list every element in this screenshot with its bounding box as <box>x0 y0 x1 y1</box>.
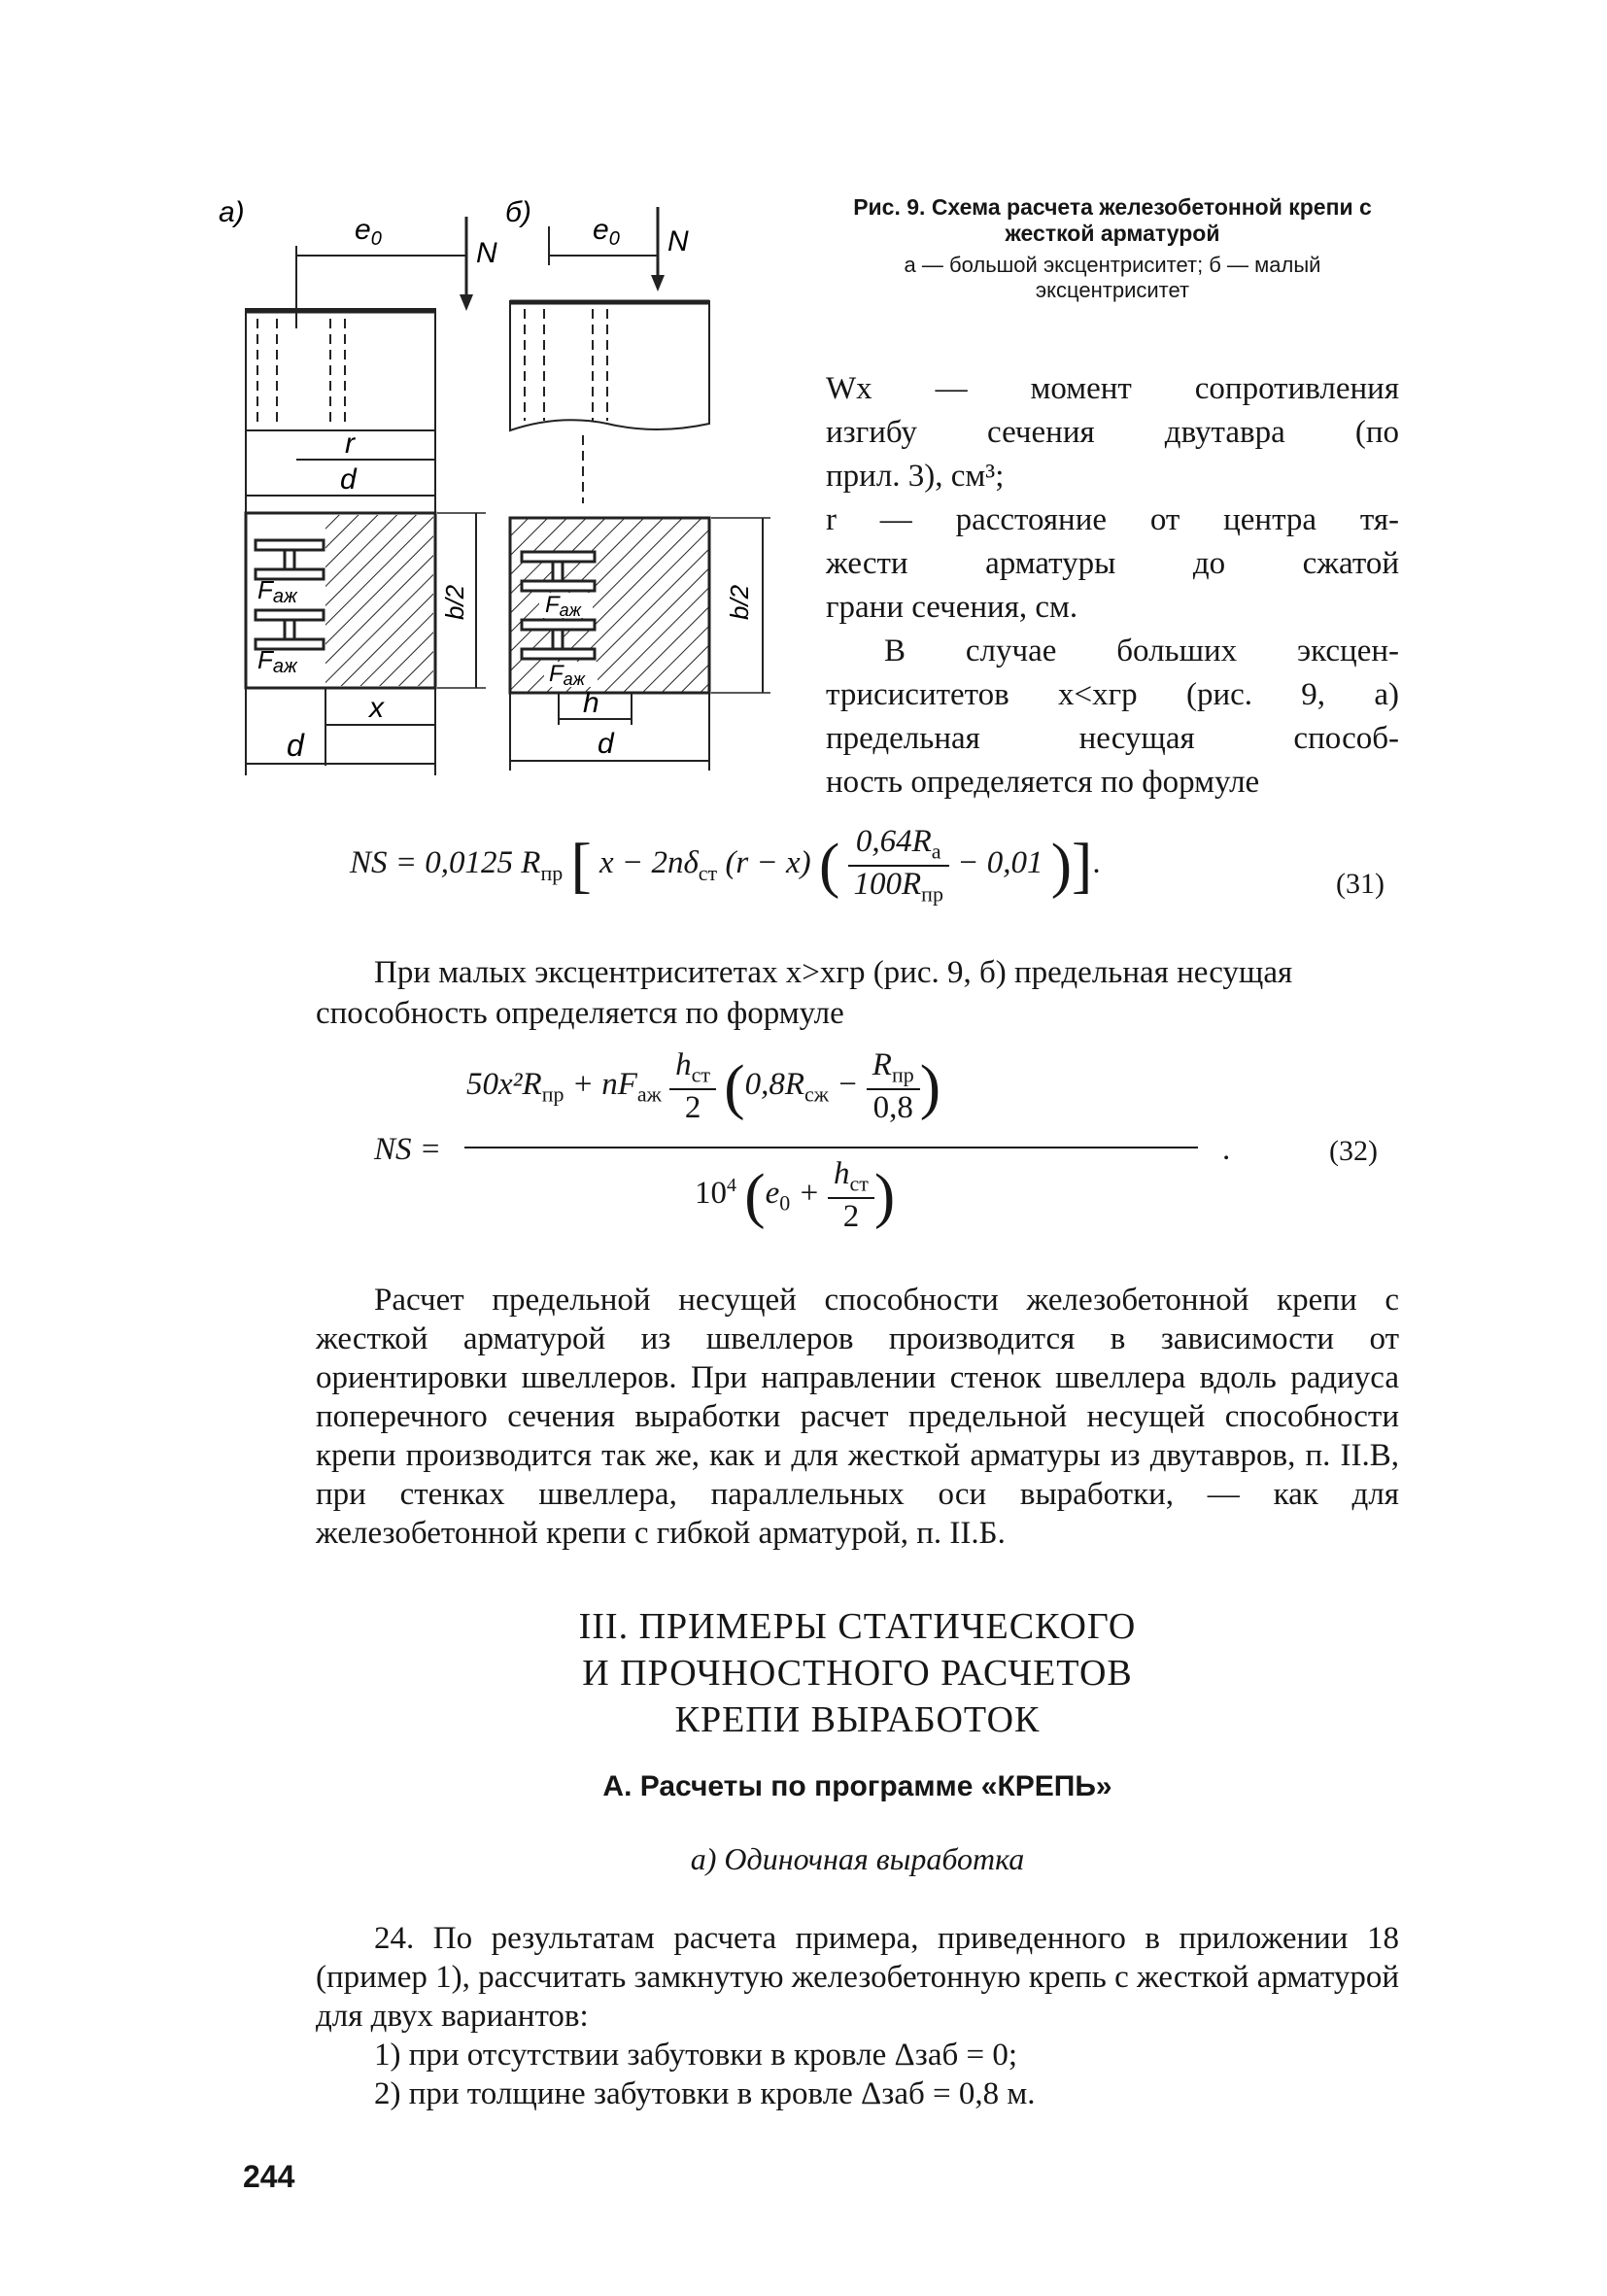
faj-label-a1: Fаж <box>257 575 297 607</box>
faj-label-b1: Fаж <box>545 592 582 620</box>
def-wx-3: прил. 3), см³; <box>826 459 1005 494</box>
faj-label-b2: Fаж <box>549 661 586 689</box>
variant-item-1: 1) при отсутствии забутовки в кровле Δзаб = 0; <box>374 2038 1018 2073</box>
case-line-4: ность определяется по формуле <box>826 765 1260 800</box>
para-channel-calc: Расчет предельной несущей способности железобетонной крепи с жесткой арматурой из швеллеров производится в зависимости от ориентировки швеллеров. При направлении стенок швеллера вдоль радиуса поперечного сечения выработки расчет предельной несущей способности крепи производится так же, как и для жесткой арматуры из двутавров, п. II.В, при стенках швеллера, параллельных оси выработки, — как для железобетонной крепи с гибкой арматурой, п. II.Б. <box>316 1283 1399 1551</box>
b-half-label-a: b/2 <box>440 584 469 620</box>
x-label-a: x <box>369 692 384 724</box>
e0-label-b: $e_0$ <box>593 214 620 250</box>
N-label-b: N <box>667 225 689 257</box>
equation-32-denominator: $10^4$ ($e_0$ + $\frac{h_{ст}}{2}$ ) <box>695 1156 896 1234</box>
def-r-1: r — расстояние от центра тя- <box>826 502 1399 537</box>
case-line-1: В случае больших эксцен- <box>884 634 1399 668</box>
h-label-b: h <box>583 687 599 719</box>
figure-9-diagram <box>219 192 772 795</box>
definitions-block <box>826 367 1399 805</box>
def-wx-2: изгибу сечения двутавра (по <box>826 415 1399 450</box>
def-r-3: грани сечения, см. <box>826 590 1078 625</box>
def-wx-1: Wx — момент сопротивления <box>826 371 1399 406</box>
caption-title: Рис. 9. Схема расчета железобетонной крепи с жесткой арматурой <box>853 194 1372 246</box>
b-half-label-b: b/2 <box>725 584 754 620</box>
equation-31-number: (31) <box>1336 868 1385 900</box>
section-heading <box>316 1603 1399 1743</box>
panel-b-label: б) <box>505 196 531 228</box>
section-heading-line-3: КРЕПИ ВЫРАБОТОК <box>674 1699 1041 1740</box>
case-line-3: предельная несущая способ- <box>826 721 1399 756</box>
equation-32-numerator: $50x^2R_{пр} + nF_{аж}$ $\frac{h_{ст}}{2}$ ($0,8R_{сж}$ − $\frac{R_{пр}}{0,8}$ ) <box>466 1047 941 1125</box>
faj-label-a2: Fаж <box>257 645 297 677</box>
variant-list <box>374 2036 1394 2113</box>
N-label-a: N <box>476 237 497 269</box>
figure-caption <box>826 194 1399 303</box>
def-r-2: жести арматуры до сжатой <box>826 546 1399 581</box>
section-heading-line-2: И ПРОЧНОСТНОГО РАСЧЕТОВ <box>582 1653 1133 1694</box>
e0-label-a: $e_0$ <box>355 214 382 250</box>
equation-32-number: (32) <box>1329 1135 1378 1167</box>
d-label-a2: d <box>287 728 304 763</box>
subsubsection-heading: а) Одиночная выработка <box>690 1841 1025 1876</box>
para-small-eccentricity: При малых эксцентриситетах x>xгр (рис. 9, б) предельная несущая способность определяется по формуле <box>316 955 1293 1031</box>
equation-32-lhs: NS = <box>374 1132 442 1167</box>
variant-item-2: 2) при толщине забутовки в кровле Δзаб = 0,8 м. <box>374 2076 1036 2111</box>
equation-32-fraction-bar <box>464 1147 1198 1148</box>
section-heading-line-1: III. ПРИМЕРЫ СТАТИЧЕСКОГО <box>578 1606 1137 1647</box>
equation-31: NS = 0,0125 $R_{пр}$ [ $x - 2n\delta_{ст}$ (r − x) ( $\frac{0,64R_а}{100R_{пр}}$ − 0,01 )]. <box>350 824 1101 907</box>
para-24: 24. По результатам расчета примера, приведенного в приложении 18 (пример 1), рассчитать замкнутую железобетонную крепь с жесткой арматурой для двух вариантов: <box>316 1921 1399 2034</box>
r-label-a: r <box>345 428 355 460</box>
subsection-heading: А. Расчеты по программе «КРЕПЬ» <box>602 1770 1112 1802</box>
d-label-b: d <box>598 728 614 760</box>
page-number: 244 <box>243 2159 295 2194</box>
case-line-2: трисиситетов x<xгр (рис. 9, a) <box>826 677 1399 712</box>
equation-32-dot: . <box>1222 1132 1231 1167</box>
panel-a-label: a) <box>219 196 245 228</box>
caption-sub: а — большой эксцентриситет; б — малый эксцентриситет <box>904 253 1321 302</box>
d-label-a: d <box>340 463 357 496</box>
